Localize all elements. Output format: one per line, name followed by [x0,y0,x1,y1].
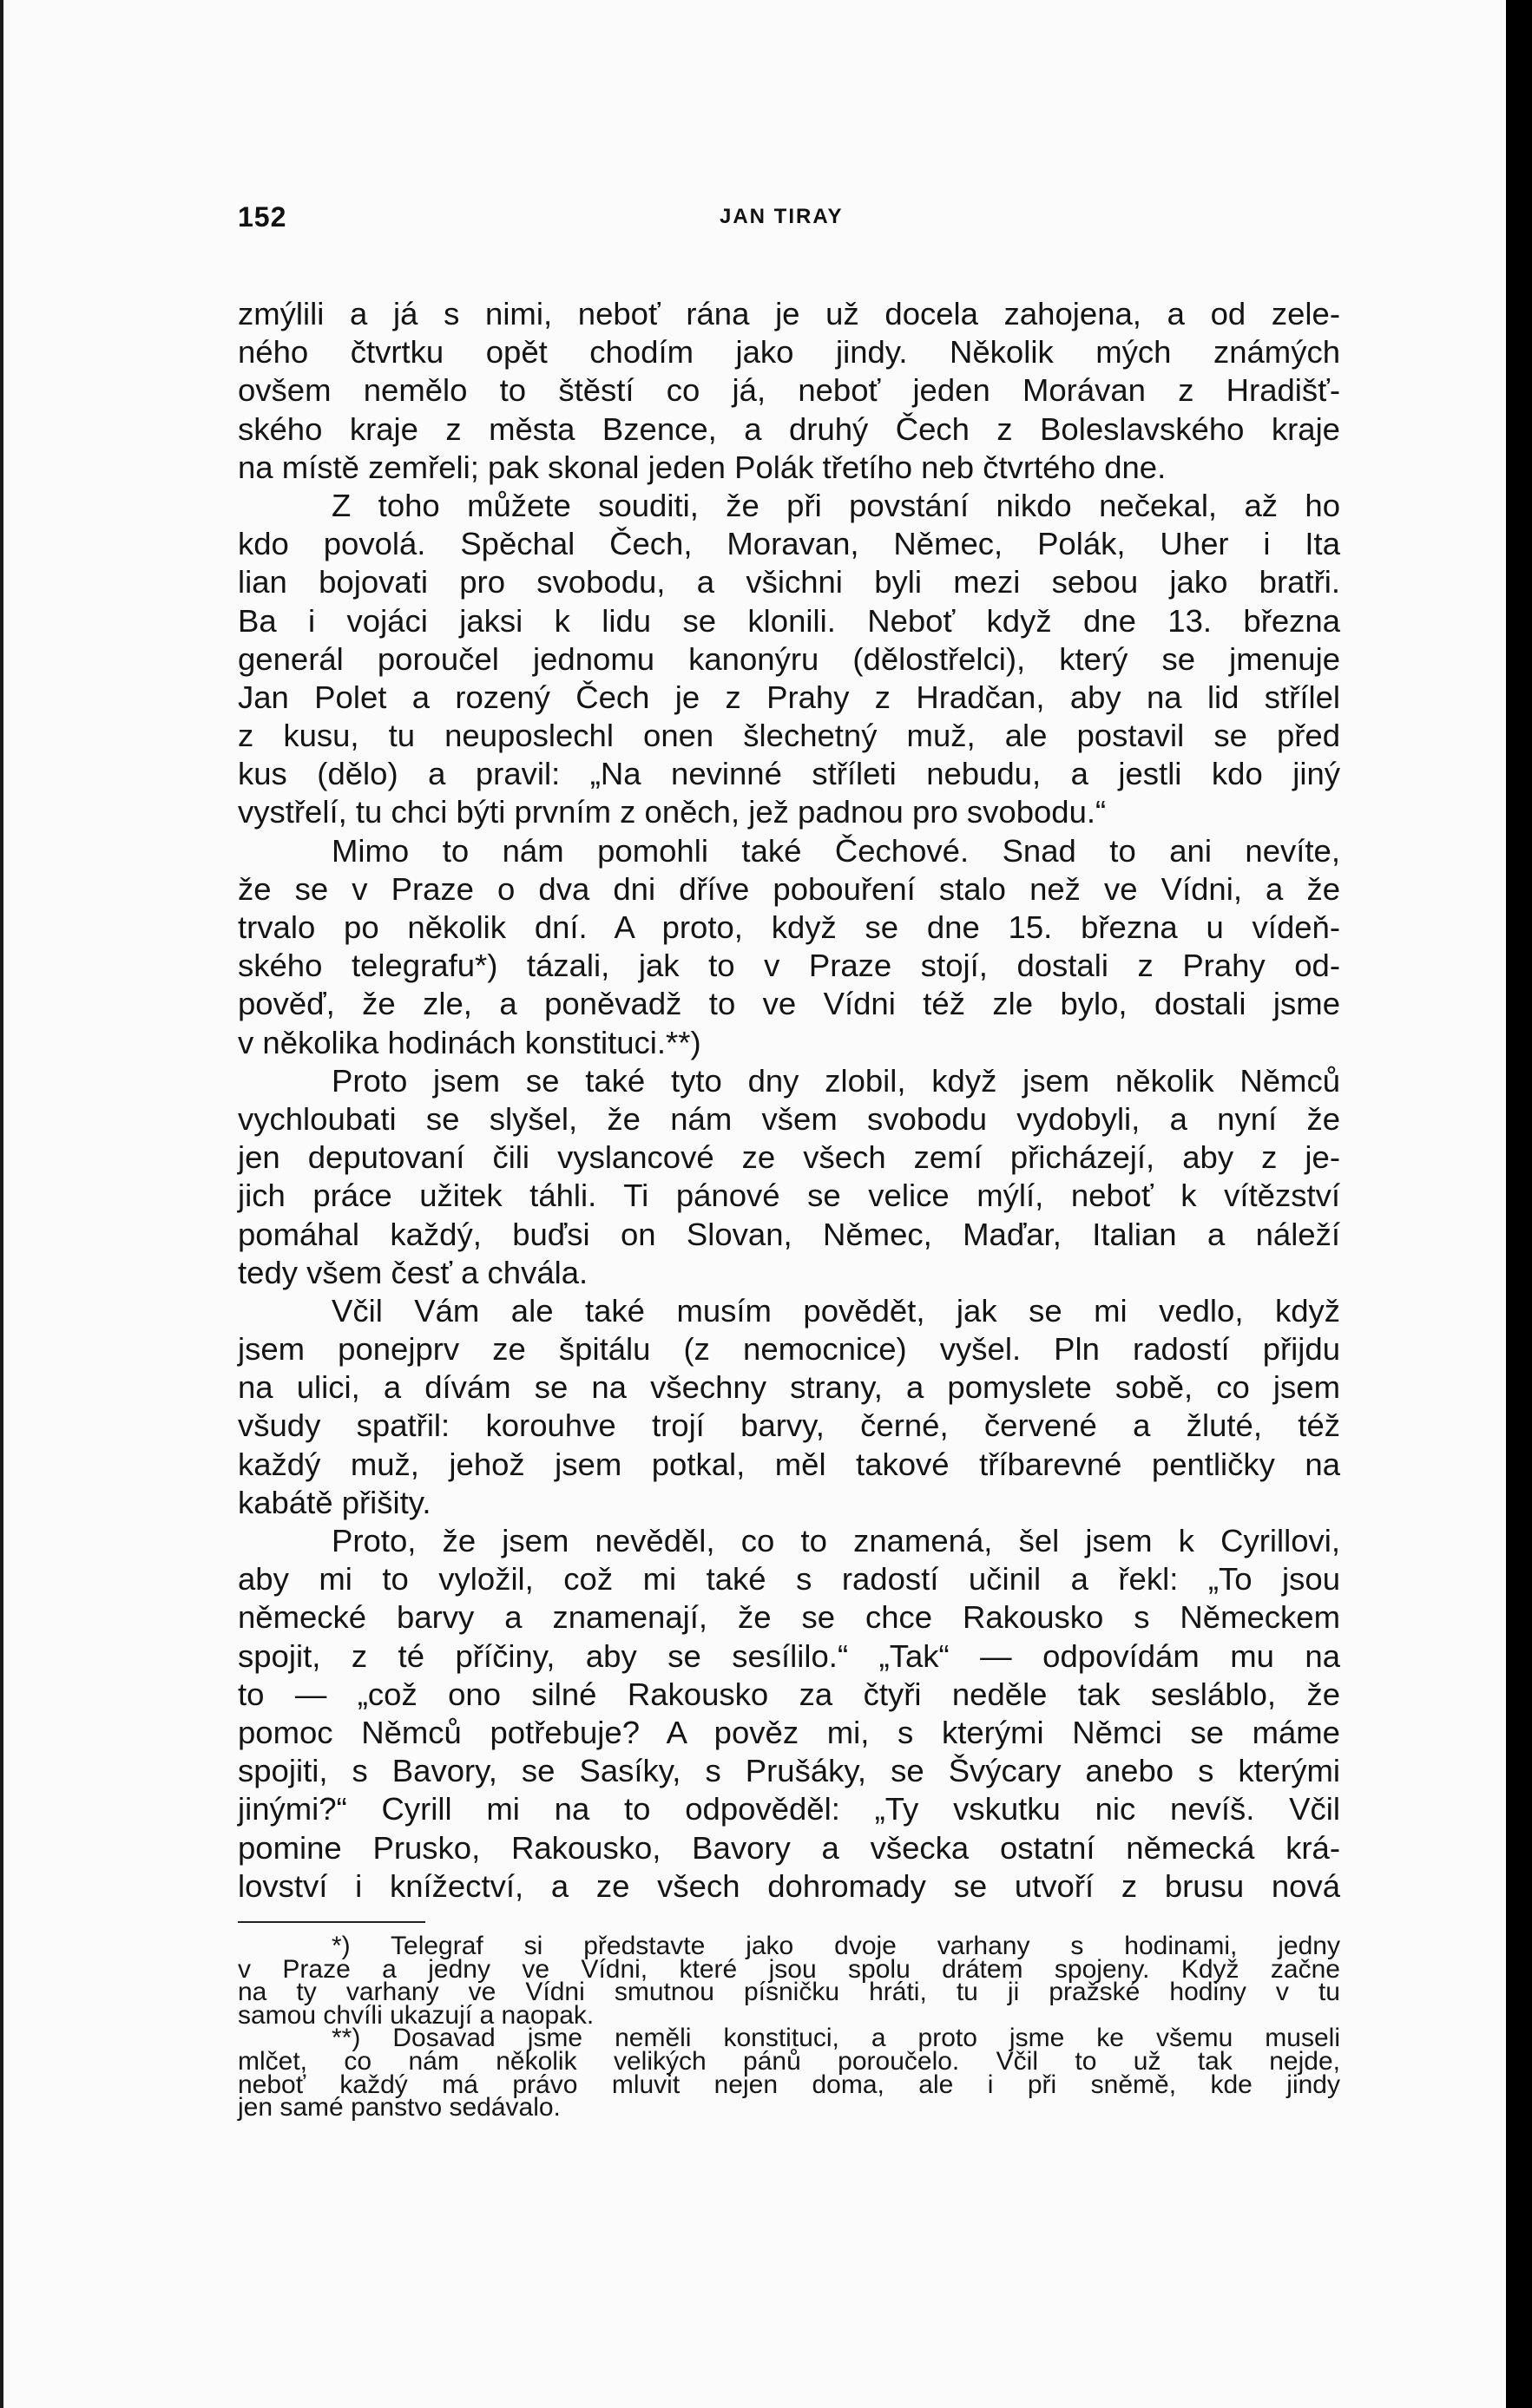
text-line: na místě zemřeli; pak skonal jeden Polák třetího neb čtvrtého dne. [238,449,1167,485]
text-line: generál poroučel jednomu kanonýru (dělostřelci), který se jmenuje [238,640,1340,677]
text-line: jich práce užitek táhli. Ti pánové se velice mýlí, neboť k vítězství [238,1178,1340,1214]
text-line: ného čtvrtku opět chodím jako jindy. Několik mých známých [238,334,1340,371]
text-line: Proto jsem se také tyto dny zlobil, když jsem několik Němců [332,1062,1340,1099]
text-line: pomáhal každý, buďsi on Slovan, Němec, Maďar, Italian a náleží [238,1216,1340,1252]
page-number: 152 [238,201,287,233]
text-line: každý muž, jehož jsem potkal, měl takové tříbarevné pentličky na [238,1446,1340,1482]
text-line: trvalo po několik dní. A proto, když se dne 15. března u vídeň- [238,909,1340,945]
text-line: vystřelí, tu chci býti prvním z oněch, jež padnou pro svobodu.“ [238,794,1107,830]
footnote-line: samou chvíli ukazují a naopak. [238,2000,595,2030]
text-line: tedy všem česť a chvála. [238,1254,588,1290]
running-head: JAN TIRAY [720,205,844,228]
text-line: německé barvy a znamenají, že se chce Rakousko s Německem [238,1599,1340,1636]
footnotes [238,1932,1340,2123]
text-line: na ulici, a dívám se na všechny strany, a pomyslete sobě, co jsem [238,1369,1340,1406]
text-line: Proto, že jsem nevěděl, co to znamená, šel jsem k Cyrillovi, [332,1523,1340,1558]
text-line: kabátě přišity. [238,1484,431,1520]
text-line: pomine Prusko, Rakousko, Bavory a všecka ostatní německá krá- [238,1829,1340,1866]
footnote-line: neboť každý má právo mluvit nejen doma, ale i při sněmě, kde jindy [238,2070,1340,2099]
text-line: v několika hodinách konstituci.**) [238,1024,701,1060]
text-line: jsem ponejprv ze špitálu (z nemocnice) vyšel. Pln radostí přijdu [238,1331,1340,1368]
text-line: ovšem nemělo to štěstí co já, neboť jeden Morávan z Hradišť- [238,372,1340,409]
text-line: Z toho můžete souditi, že při povstání nikdo nečekal, až ho [332,487,1340,523]
text-line: ského telegrafu*) tázali, jak to v Praze stojí, dostali z Prahy od- [238,948,1340,984]
footnote-line: *) Telegraf si představte jako dvoje varhany s hodinami, jedny [332,1932,1340,1960]
text-line: lian bojovati pro svobodu, a všichni byli mezi sebou jako bratři. [238,564,1340,600]
scan-border [1506,0,1532,2408]
page-header [238,201,1340,236]
footnote-divider [238,1921,425,1923]
footnote-line: mlčet, co nám několik velikých pánů poroučelo. Včil to už tak nejde, [238,2046,1340,2076]
footnote-line: **) Dosavad jsme neměli konstituci, a proto jsme ke všemu museli [332,2024,1340,2053]
text-line: pověď, že zle, a poněvadž to ve Vídni též zle bylo, dostali jsme [238,986,1340,1022]
footnote-line: v Praze a jedny ve Vídni, které jsou spolu drátem spojeny. Když začne [238,1954,1340,1984]
text-line: kdo povolá. Spěchal Čech, Moravan, Němec, Polák, Uher i Ita [238,526,1340,562]
text-line: to — „což ono silné Rakousko za čtyři neděle tak sesláblo, že [238,1676,1340,1712]
body-text [238,295,1340,1906]
text-line: kus (dělo) a pravil: „Na nevinné stříleti nebudu, a jestli kdo jiný [238,756,1340,792]
text-line: vychloubati se slyšel, že nám všem svobodu vydobyli, a nyní že [238,1100,1340,1137]
text-line: spojiti, s Bavory, se Sasíky, s Prušáky, se Švýcary anebo s kterými [238,1753,1340,1789]
text-line: z kusu, tu neuposlechl onen šlechetný muž, ale postavil se před [238,718,1340,754]
text-line: zmýlili a já s nimi, neboť rána je už docela zahojena, a od zele- [238,296,1340,331]
footnote-line: jen samé panstvo sedávalo. [238,2093,561,2123]
text-line: Ba i vojáci jaksi k lidu se klonili. Neboť když dne 13. března [238,602,1340,639]
text-line: jen deputovaní čili vyslancové ze všech zemí přicházejí, aby z je- [238,1139,1340,1176]
text-line: lovství i knížectví, a ze všech dohromady se utvoří z brusu nová [238,1867,1340,1904]
text-line: ského kraje z města Bzence, a druhý Čech z Boleslavského kraje [238,410,1340,447]
text-line: pomoc Němců potřebuje? A pověz mi, s kterými Němci se máme [238,1714,1340,1750]
footnote-line: na ty varhany ve Vídni smutnou písničku hráti, tu ji pražské hodiny v tu [238,1978,1340,2007]
text-line: všudy spatřil: korouhve trojí barvy, černé, červené a žluté, též [238,1407,1340,1444]
text-line: Včil Vám ale také musím povědět, jak se mi vedlo, když [332,1292,1340,1329]
text-line: aby mi to vyložil, což mi také s radostí učinil a řekl: „To jsou [238,1561,1340,1598]
text-line: jinými?“ Cyrill mi na to odpověděl: „Ty vskutku nic nevíš. Včil [238,1791,1340,1827]
text-line: Mimo to nám pomohli také Čechové. Snad to ani nevíte, [332,832,1340,869]
text-line: že se v Praze o dva dni dříve pobouření stalo než ve Vídni, a že [238,870,1340,907]
text-line: Jan Polet a rozený Čech je z Prahy z Hradčan, aby na lid střílel [238,679,1340,715]
text-line: spojit, z té příčiny, aby se sesílilo.“ „Tak“ — odpovídám mu na [238,1637,1340,1674]
